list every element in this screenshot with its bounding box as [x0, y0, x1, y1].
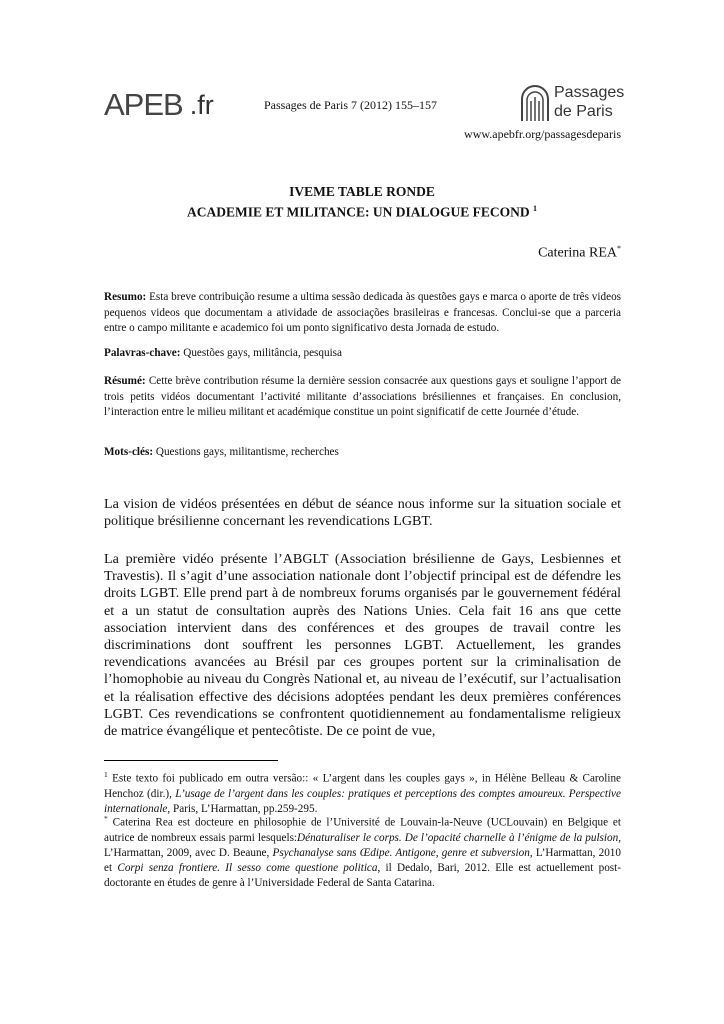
- author: [538, 244, 621, 262]
- apeb-logo: [104, 86, 214, 120]
- palavras-chave-text: Questões gays, militância, pesquisa: [183, 347, 343, 359]
- footnote-2-text-c: , L’Harmattan, 2010 et: [104, 846, 621, 874]
- apeb-logo-tld: .fr: [189, 90, 214, 120]
- footnote-divider: [104, 760, 278, 761]
- footnote-1-text-end: , Paris, L’Harmattan, pp.259-295.: [167, 802, 318, 815]
- mots-cles-text: Questions gays, militantisme, recherches: [155, 446, 339, 458]
- body-paragraph-1: La vision de vidéos présentées en début de séance nous informe sur la situation sociale et politique brésilienne concernant les revendications LGBT.: [104, 496, 621, 530]
- resumo-text: Esta breve contribuição resume a ultima sessão dedicada às questões gays e marca o aporte de três videos pequenos videos que documentam a atividade de associações brasileiras e francesas. Conclui-se que a parceria entre o campo militante e academico foi um ponto significativo desta Jornada de estudo.: [104, 291, 622, 334]
- footnote-2-mark: *: [104, 814, 108, 823]
- article-title: [0, 183, 724, 221]
- footnote-1-mark: 1: [104, 770, 108, 779]
- footnote-2-text: Caterina Rea est docteure en philosophie de l’Université de Louvain-la-Neuve (UCLouvain) en Belgique et autrice de nombreux essais parmi lesquels:: [104, 816, 621, 844]
- resume-label: Résumé:: [104, 375, 146, 387]
- journal-reference: Passages de Paris 7 (2012) 155–157: [264, 98, 437, 112]
- keywords-french: [104, 445, 621, 461]
- body-paragraph-2: La première vidéo présente l’ABGLT (Association brésilienne de Gays, Lesbiennes et Travestis). Il s’agit d’une association nationale dont l’objectif principal est de défendre les droits LGBT. Elle prend part à de nombreux forums organisés par le gouvernement fédéral et a un statut de consultation auprès des Nations Unies. Cela fait 16 ans que cette association intervient dans des conférences et des groupes de travail contre les discriminations dont souffrent les personnes LGBT. Actuellement, les grandes revendications avancées au Brésil par ces groupes portent sur la criminalisation de l’homophobie au niveau du Congrès National et, au niveau de l’exécutif, sur l’actualisation et la réalisation effective des décisions adoptées pendant les deux premières conférences LGBT. Ces revendications se confrontent quotidiennement au fondamentalisme religieux de matrice évangélique et pentecôtiste. De ce point de vue,: [104, 551, 621, 740]
- footnote-2: [104, 811, 621, 891]
- pp-logo-line2: de Paris: [554, 103, 613, 120]
- footnote-2-text-b: , L’Harmattan, 2009, avec D. Beaune,: [104, 831, 622, 859]
- footnote-2-text-d: , il Dedalo, Bari, 2012. Elle est actuellement post-doctorante en études de genre à l’Universidade Federal de Santa Catarina.: [104, 861, 621, 889]
- abstract-portuguese: [104, 290, 621, 337]
- resume-text: Cette brève contribution résume la dernière session consacrée aux questions gays et souligne l’apport de trois petits vidéos documentant l’activité militante d’associations brésiliennes et françaises. En conclusion, l’interaction entre le milieu militant et académique constitue un point significatif de cette Journée d’étude.: [104, 375, 622, 418]
- title-line-2: ACADEMIE ET MILITANCE: UN DIALOGUE FECOND: [186, 204, 530, 220]
- footnote-1: [104, 767, 621, 817]
- apeb-logo-mark: APEB: [104, 87, 183, 122]
- pp-logo-line1: Passages: [554, 84, 625, 101]
- abstract-french: [104, 374, 621, 421]
- site-url[interactable]: www.apebfr.org/passagesdeparis: [464, 127, 621, 141]
- passages-de-paris-logo: [520, 83, 630, 123]
- footnote-1-text: Este texto foi publicado em outra versão:: « L’argent dans les couples gays », in Hélène Belleau & Caroline Henchoz (dir.),: [104, 772, 622, 800]
- title-line-1: IVEME TABLE RONDE: [289, 184, 435, 199]
- arch-icon: [520, 85, 550, 121]
- footnote-2-italic-2: Psychanalyse sans Œdipe. Antigone, genre et subversion: [272, 846, 530, 859]
- footnote-2-italic-3: Corpi senza frontiere. Il sesso come questione politica: [117, 861, 378, 874]
- resumo-label: Resumo:: [104, 291, 147, 303]
- author-footnote-mark[interactable]: *: [617, 244, 621, 253]
- title-footnote-mark[interactable]: 1: [533, 204, 538, 213]
- mots-cles-label: Mots-clés:: [104, 446, 154, 458]
- palavras-chave-label: Palavras-chave:: [104, 347, 181, 359]
- footnote-1-italic: L’usage de l’argent dans les couples: pratiques et perceptions des comptes amoureux. Perspective internationale: [104, 787, 621, 815]
- author-name: Caterina REA: [538, 245, 617, 261]
- footnote-2-italic-1: Dénaturaliser le corps. De l’opacité charnelle à l’énigme de la pulsion: [297, 831, 619, 844]
- keywords-portuguese: [104, 346, 621, 362]
